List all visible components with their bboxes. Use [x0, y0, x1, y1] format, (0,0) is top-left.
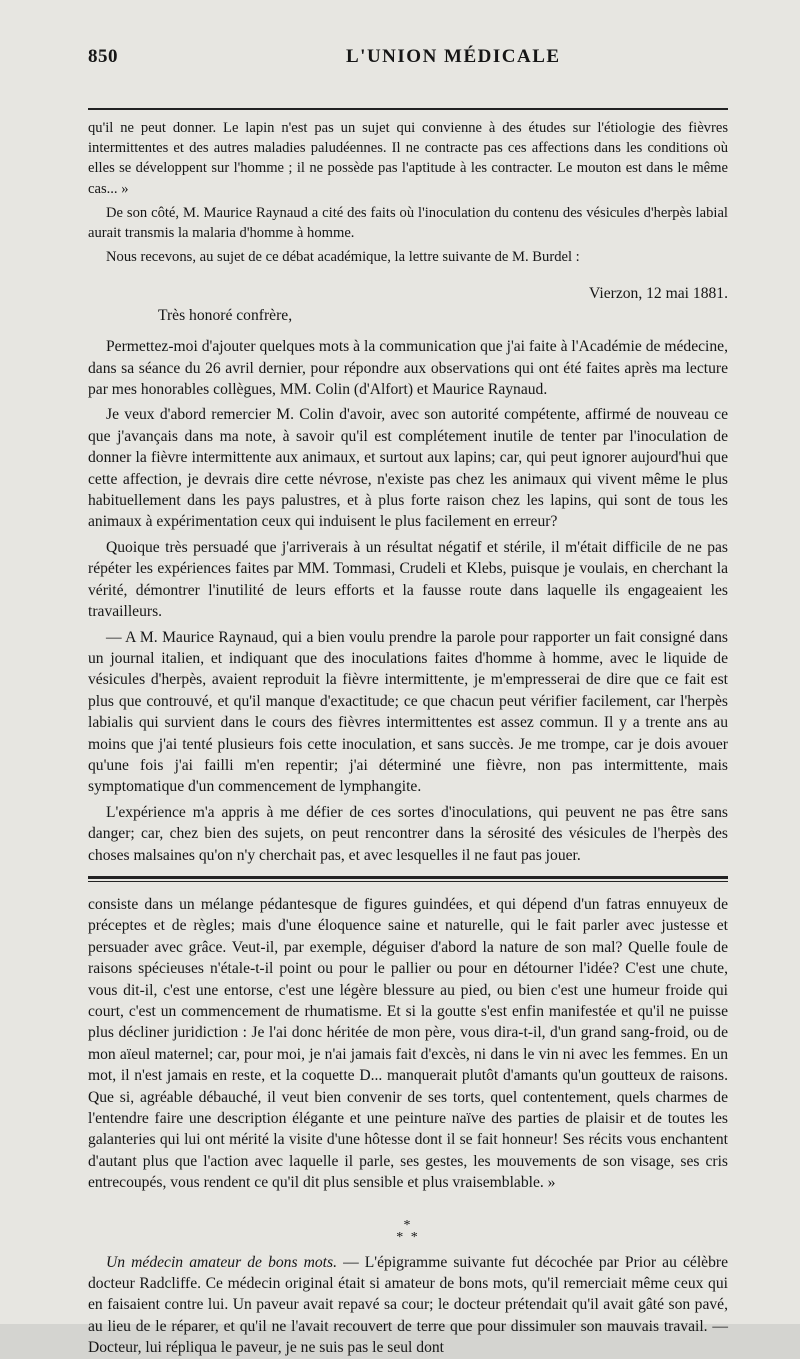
feuilleton-paragraph: consiste dans un mélange pédantesque de figures guindées, et qui dépend d'un fatras ennuyeux de préceptes et de règles; mais d'une éloquence saine et naturelle, qui le fait parler avec justesse et persuader avec grâce. Veut-il, par exemple, déguiser d'abord la nature de son mal? Quelle foule de raisons spécieuses n'étale-t-il point ou pour le pallier ou pour en détourner l'idée? C'est une chute, vous dit-il, c'est une entorse, c'est une légère blessure au pied, ou bien c'est une humeur froide qui court, c'est un commencement de rhumatisme. Et si la goutte s'est enfin manifestée et qu'il ne puisse plus décliner juridiction : Je l'ai donc héritée de mon père, vous dira-t-il, d'un grand sang-froid, ou de mon aïeul maternel; car, pour moi, je n'ai jamais fait d'excès, ni dans le vin ni avec les femmes. En un mot, il n'est jamais en reste, et la coquette D... manquerait plutôt d'amants qu'un goutteux de raisons. Que si, agréable débauché, il veut bien convenir de ses torts, quel contentement, quels charmes de l'entendre faire une description élégante et une peinture naïve des parties de plaisir et de toutes les galanteries qui lui ont mérité la visite d'une hôtesse dont il se fait honneur! Ses récits vous enchantent d'autant plus que l'action avec laquelle il parle, ses gestes, les mouvements de son visage, ses cris entrecoupés, vous rendent ce qu'il dit plus sensible et plus vraisemblable. » — [88, 895, 728, 1192]
asterism — [88, 1217, 728, 1245]
page-number: 850 — [88, 46, 118, 67]
page-header — [88, 34, 728, 68]
header-rule — [88, 108, 728, 110]
feuilleton-section — [88, 894, 728, 1359]
feuilleton-divider — [88, 876, 728, 882]
letter-paragraph: — A M. Maurice Raynaud, qui a bien voulu prendre la parole pour rapporter un fait consigné dans un journal italien, et indiquant que des inoculations faites d'homme à homme, avec le liquide de vésicules d'herpès, avaient reproduit la fièvre intermittente, je m'empresserai de dire que ce fait est plus que controuvé, et qu'il manque d'exactitude; ce que chacun peut vérifier facilement, car l'herpès labialis qui survient dans le cours des fièvres intermittentes est assez commun. Il y a trente ans au moins que j'ai tenté plusieurs fois cette inoculation, et sans succès. Je me trompe, car je dois avouer qu'une fois j'ai failli m'en repentir; j'ai déterminé une fièvre, non pas intermittente, mais symptomatique d'un commencement de lymphangite. — [88, 628, 728, 796]
letter-paragraph: Quoique très persuadé que j'arriverais à un résultat négatif et stérile, il m'était difficile de ne pas répéter les expériences faites par MM. Tommasi, Crudeli et Klebs, puisque je voulais, en cherchant la vérité, démontrer l'inutilité de leurs efforts et la fausse route dans laquelle ils engageaient les travailleurs. — [88, 538, 728, 621]
letter-paragraph: Je veux d'abord remercier M. Colin d'avoir, avec son autorité compétente, affirmé de nouveau ce que j'avançais dans ma note, à savoir qu'il est complétement inutile de tenter par l'inoculation de donner la fièvre intermittente aux animaux, et surtout aux lapins; car, qui peut ignorer aujourd'hui que cette affection, je devrais dire cette névrose, n'existe pas chez les animaux qui vivent même le plus habituellement dans les pays palustres, et à plus forte raison chez les lapins, qui sont de tous les animaux à expérimentation ceux qui induisent le plus facilement en erreur? — [88, 406, 728, 531]
letter-paragraph: Permettez-moi d'ajouter quelques mots à la communication que j'ai faite à l'Académie de médecine, dans sa séance du 26 avril dernier, pour répondre aux observations qui ont été faites après ma lecture par mes honorables collègues, MM. Colin (d'Alfort) et Maurice Raynaud. — [88, 338, 728, 399]
article-section — [88, 118, 728, 267]
anecdote-text: — L'épigramme suivante fut décochée par Prior au célèbre docteur Radcliffe. Ce médecin original était si amateur de bons mots, qu'il remerciait même ceux qui en faisaient contre lui. Un paveur avait repavé sa cour; le docteur prétendait qu'il avait gâté son pavé, au lieu de le réparer, et qu'il ne l'avait recouvert de terre que pour dissimuler son mauvais travail. — Docteur, lui répliqua le paveur, je ne suis pas le seul dont — [88, 1253, 728, 1357]
anecdote-title: Un médecin amateur de bons mots. — [106, 1253, 337, 1271]
letter-section — [88, 283, 728, 866]
asterism-top: * — [403, 1217, 413, 1233]
letter-paragraph: L'expérience m'a appris à me défier de ces sortes d'inoculations, qui peuvent ne pas être sans danger; car, chez bien des sujets, on peut rencontrer dans la sérosité des vésicules de l'herpès des choses malsaines qu'on n'y cherchait pas, et avec lesquelles il ne faut pas jouer. — [88, 803, 728, 864]
article-paragraph: De son côté, M. Maurice Raynaud a cité des faits où l'inoculation du contenu des vésicules d'herpès labial aurait transmis la malaria d'homme à homme. — [88, 204, 728, 242]
letter-date: Vierzon, 12 mai 1881. — [589, 285, 728, 303]
feuilleton-paragraph — [88, 1252, 728, 1359]
article-paragraph: Nous recevons, au sujet de ce débat académique, la lettre suivante de M. Burdel : — [106, 249, 580, 266]
asterism-bottom: * * — [396, 1229, 420, 1245]
article-paragraph: qu'il ne peut donner. Le lapin n'est pas un sujet qui convienne à des études sur l'étiologie des fièvres intermittentes et des autres maladies paludéennes. Il ne contracte pas ces affections dans les conditions où elles se développent sur l'homme ; il ne possède pas l'aptitude à les contracter. Le mouton est dans le même cas... » — [88, 120, 728, 197]
running-title: L'UNION MÉDICALE — [346, 46, 561, 67]
letter-salutation: Très honoré confrère, — [158, 306, 293, 324]
